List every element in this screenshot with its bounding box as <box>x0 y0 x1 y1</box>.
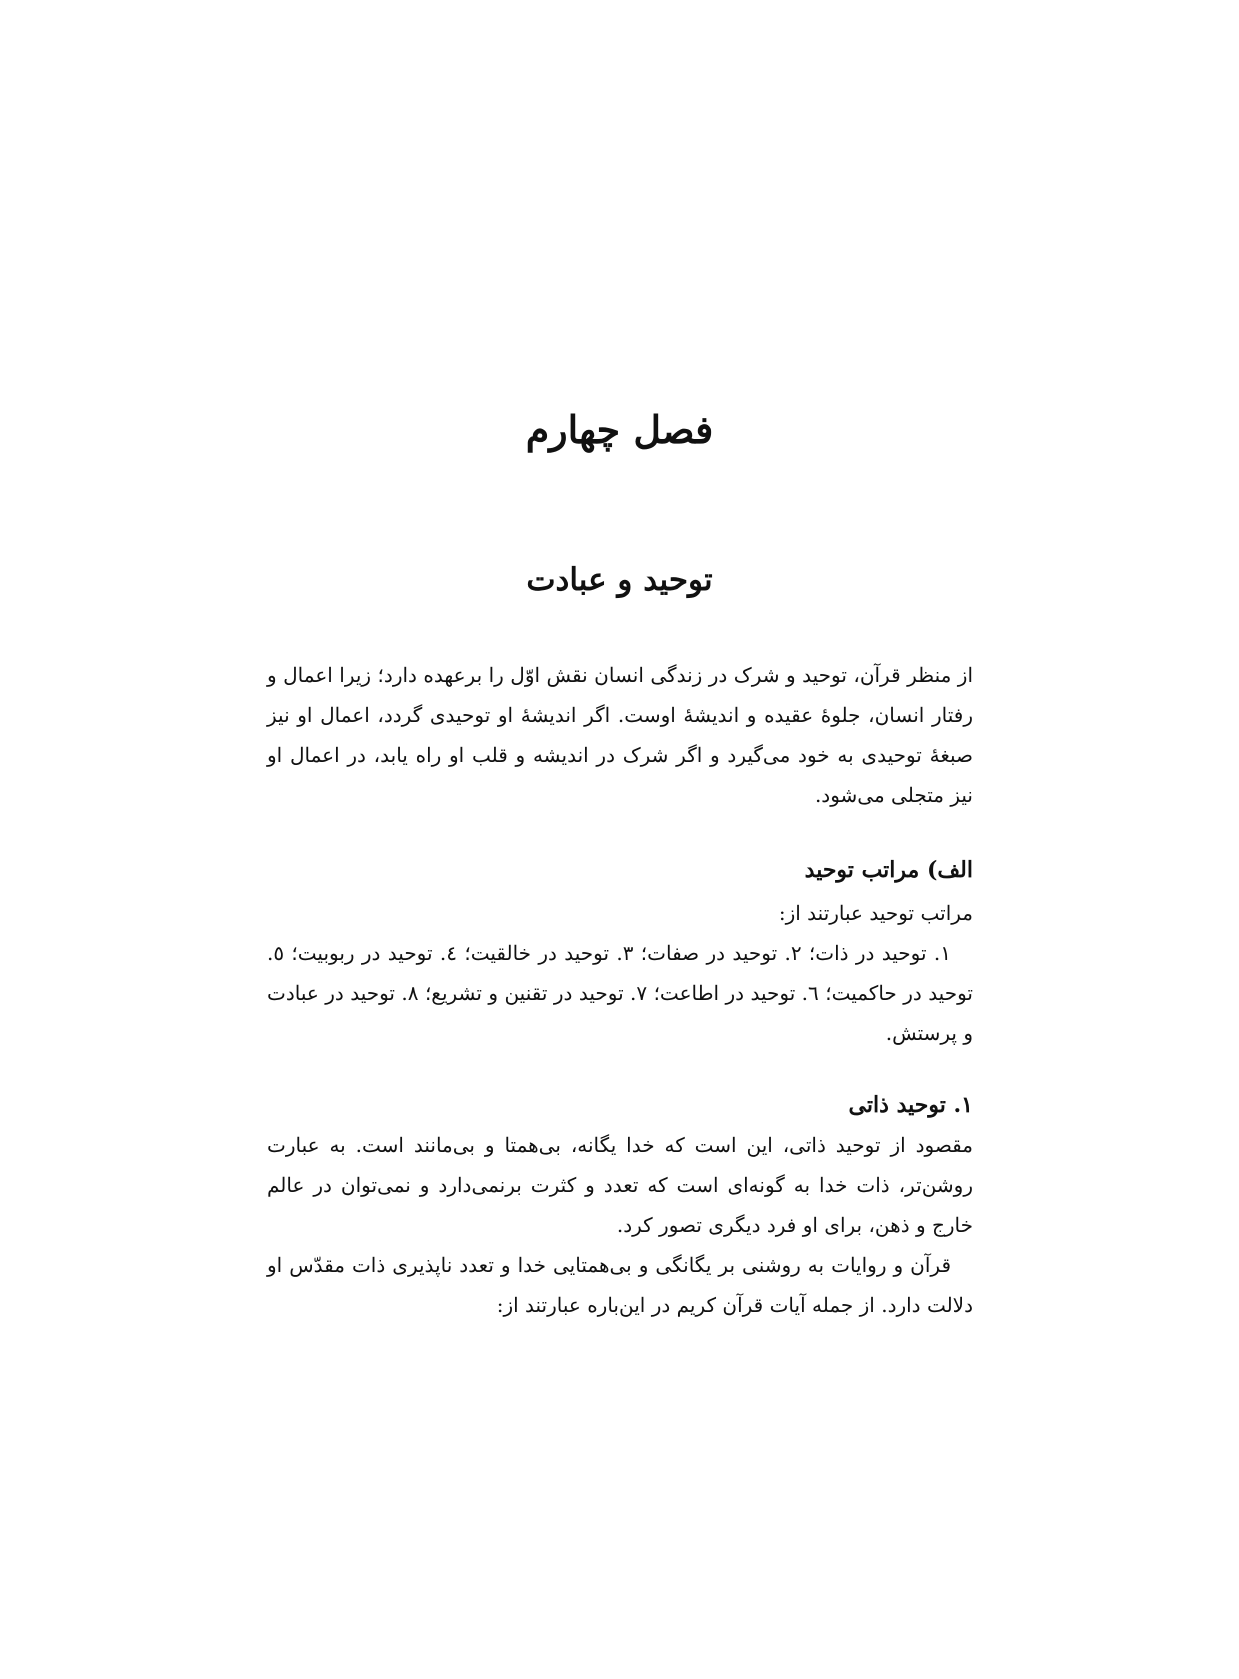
section-a-list: ۱. توحید در ذات؛ ۲. توحید در صفات؛ ۳. توحید در خالقیت؛ ٤. توحید در ربوبیت؛ ٥. توحید در حاکمیت؛ ٦. توحید در اطاعت؛ ۷. توحید در تقنین و تشریع؛ ۸. توحید در عبادت و پرستش. <box>267 941 973 1045</box>
section-a-heading: الف) مراتب توحید <box>804 857 973 883</box>
intro-paragraph: از منظر قرآن، توحید و شرک در زندگی انسان نقش اوّل را برعهده دارد؛ زیرا اعمال و رفتار انسان، جلوۀ عقیده و اندیشۀ اوست. اگر اندیشۀ او توحیدی گردد، اعمال او نیز صبغۀ توحیدی به خود می‌گیرد و اگر شرک در اندیشه و قلب او راه یابد، در اعمال او نیز متجلی می‌شود. <box>267 663 973 807</box>
chapter-title: فصل چهارم <box>525 407 714 452</box>
chapter-subtitle: توحید و عبادت <box>526 562 713 598</box>
section-1-paragraph-2: قرآن و روایات به روشنی بر یگانگی و بی‌همتایی خدا و تعدد ناپذیری ذات مقدّس او دلالت دارد. از جمله آیات قرآن کریم در این‌باره عبارتند از: <box>267 1253 973 1317</box>
section-a-lead: مراتب توحید عبارتند از: <box>778 901 973 925</box>
section-1-paragraph-1: مقصود از توحید ذاتی، این است که خدا یگانه، بی‌همتا و بی‌مانند است. به عبارت روشن‌تر، ذات خدا به گونه‌ای است که تعدد و کثرت برنمی‌دارد و نمی‌توان در عالم خارج و ذهن، برای او فرد دیگری تصور کرد. <box>267 1133 973 1237</box>
section-1-heading: ۱. توحید ذاتی <box>848 1092 973 1118</box>
